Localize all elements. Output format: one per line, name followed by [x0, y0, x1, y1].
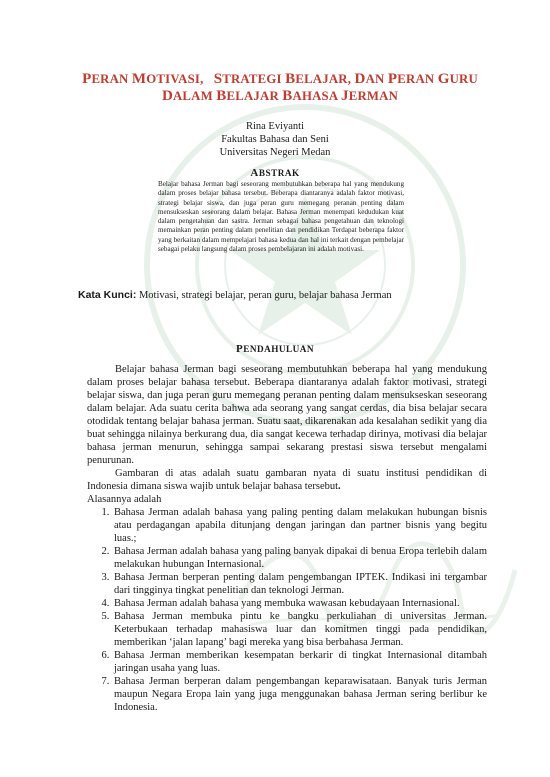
reasons-list — [87, 506, 487, 714]
list-item: 5. Bahasa Jerman membuka pintu ke bangku perkuliahan di universitas Jerman. Keterbukaan terhadap mahasiswa luar dan komitmen tinggi pada pendidikan, memberikan ‘jalan lapang’ bagi mereka yang bisa berbahasa Jerman. — [112, 610, 487, 649]
title-line-2: DALAM BELAJAR BAHASA JERMAN — [161, 88, 399, 104]
author-block — [150, 120, 400, 159]
list-item: 3. Bahasa Jerman berperan penting dalam pengembangan IPTEK. Indikasi ini tergambar dari tingginya tingkat penelitian dan teknologi Jerman. — [112, 571, 487, 597]
section-heading-pendahuluan: PENDAHULUAN — [235, 343, 315, 355]
body-text — [87, 363, 487, 714]
author-faculty: Fakultas Bahasa dan Seni — [221, 134, 329, 145]
list-item: 1. Bahasa Jerman adalah bahasa yang paling penting dalam melakukan hubungan bisnis atau perdagangan apabila ditunjang dengan jaringan dan partner bisnis yang begitu luas.; — [112, 506, 487, 545]
list-item: 6. Bahasa Jerman memberikan kesempatan berkarir di tingkat Internasional ditambah jaringan usaha yang luas. — [112, 649, 487, 675]
paragraph-1: Belajar bahasa Jerman bagi seseorang membutuhkan beberapa hal yang mendukung dalam proses belajar bahasa tersebut. Beberapa diantaranya adalah faktor motivasi, strategi belajar siswa, dan juga peran guru memegang peranan penting dalam mensukseskan seseorang dalam belajar. Ada suatu cerita bahwa ada seorang yang sangat cerdas, dia bisa belajar secara otodidak tentang belajar bahasa jerman. Suatu saat, dikarenakan ada kesalahan sedikit yang dia buat sehingga nilainya berkurang dua, dia sangat kecewa terhadap dirinya, motivasi dia belajar bahasa jerman menurun, sehingga sampai sekarang prestasi siswa tersebut mengalami penurunan. — [87, 364, 487, 466]
paragraph-2: Gambaran di atas adalah suatu gambaran nyata di suatu institusi pendidikan di Indonesia dimana siswa wajib untuk belajar bahasa tersebut. — [87, 468, 487, 492]
keywords-text: Motivasi, strategi belajar, peran guru, belajar bahasa Jerman — [136, 290, 392, 301]
author-university: Universitas Negeri Medan — [219, 147, 331, 158]
list-item: 4. Bahasa Jerman adalah bahasa yang membuka wawasan kebudayaan Internasional. — [112, 597, 487, 610]
paper-title — [70, 71, 490, 105]
abstract-heading: ABSTRAK — [250, 167, 300, 179]
abstract-text: Belajar bahasa Jerman bagi seseorang membutuhkan beberapa hal yang mendukung dalam proses belajar bahasa tersebut. Beberapa diantaranya adalah faktor motivasi, strategi belajar siswa, dan juga peran guru memegang peranan penting dalam mensukseskan seseorang dalam belajar. Bahasa Jerman menempati kedudukan kuat dalam pengetahuan dan sastra. Jerman sebagai bahasa pengetahuan dan teknologi memainkan peran penting dalam penelitian dan pendidikan Terdapat beberapa faktor yang berkaitan dalam mempelajari bahasa kedua dan hal ini terkait dengan pembelajar sebagai pelaku langsung dalam proses pembelajaran ini adalah motivasi. — [158, 180, 404, 253]
author-name: Rina Eviyanti — [245, 121, 305, 132]
title-line-1: PERAN MOTIVASI, STRATEGI BELAJAR, DAN PERAN GURU — [82, 71, 478, 87]
keywords-label: Kata Kunci: — [78, 289, 137, 301]
list-item: 2. Bahasa Jerman adalah bahasa yang paling banyak dipakai di benua Eropa terlebih dalam melakukan hubungan Internasional. — [112, 545, 487, 571]
keywords — [78, 289, 498, 302]
list-item: 7. Bahasa Jerman berperan dalam pengembangan keparawisataan. Banyak turis Jerman maupun Negara Eropa lain yang juga menggunakan bahasa Jerman sering berlibur ke Indonesia. — [112, 675, 487, 714]
list-intro: Alasannya adalah — [87, 494, 162, 505]
